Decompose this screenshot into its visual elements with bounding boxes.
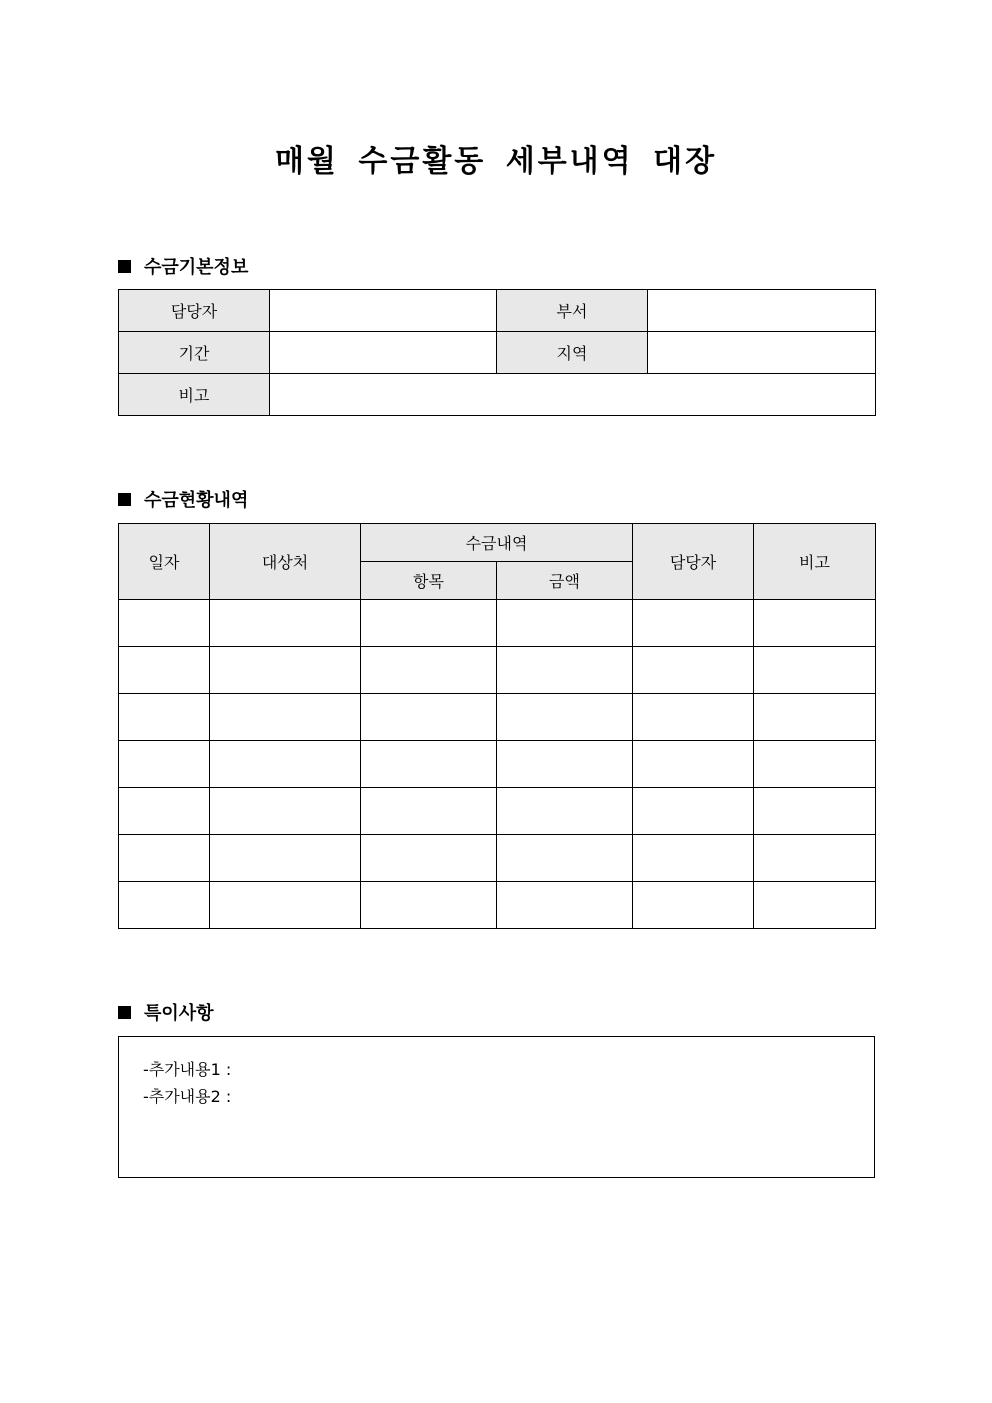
date-cell[interactable] <box>119 694 210 741</box>
table-row <box>119 835 876 882</box>
manager-cell[interactable] <box>633 788 754 835</box>
label-region: 지역 <box>497 332 648 374</box>
date-cell[interactable] <box>119 882 210 929</box>
remarks-cell[interactable] <box>754 647 876 694</box>
notes-line-2: -추가내용2 : <box>143 1087 232 1106</box>
counterparty-cell[interactable] <box>210 788 361 835</box>
table-row <box>119 694 876 741</box>
collection-status-table <box>118 523 876 929</box>
table-row <box>119 600 876 647</box>
amount-cell[interactable] <box>497 600 633 647</box>
manager-cell[interactable] <box>633 741 754 788</box>
item-cell[interactable] <box>361 694 497 741</box>
amount-cell[interactable] <box>497 694 633 741</box>
counterparty-cell[interactable] <box>210 600 361 647</box>
item-cell[interactable] <box>361 741 497 788</box>
date-cell[interactable] <box>119 835 210 882</box>
section-heading-collection-status <box>118 486 248 512</box>
notes-line-1: -추가내용1 : <box>143 1060 232 1079</box>
manager-cell[interactable] <box>633 647 754 694</box>
period-field[interactable] <box>270 332 497 374</box>
basic-info-row <box>119 332 876 374</box>
table-row <box>119 788 876 835</box>
counterparty-cell[interactable] <box>210 741 361 788</box>
item-cell[interactable] <box>361 882 497 929</box>
counterparty-cell[interactable] <box>210 694 361 741</box>
table-row <box>119 741 876 788</box>
special-notes-box[interactable] <box>118 1036 875 1178</box>
region-field[interactable] <box>648 332 876 374</box>
column-header-amount: 금액 <box>497 562 633 600</box>
table-header-row <box>119 524 876 562</box>
amount-cell[interactable] <box>497 741 633 788</box>
section-heading-label: 수금현황내역 <box>144 490 249 511</box>
section-heading-label: 수금기본정보 <box>144 257 249 278</box>
table-row <box>119 647 876 694</box>
label-period: 기간 <box>119 332 270 374</box>
manager-cell[interactable] <box>633 835 754 882</box>
manager-field[interactable] <box>270 290 497 332</box>
column-header-collection-details: 수금내역 <box>361 524 633 562</box>
square-bullet-icon <box>118 260 131 273</box>
label-department: 부서 <box>497 290 648 332</box>
remarks-cell[interactable] <box>754 788 876 835</box>
counterparty-cell[interactable] <box>210 835 361 882</box>
department-field[interactable] <box>648 290 876 332</box>
remarks-field[interactable] <box>270 374 876 416</box>
date-cell[interactable] <box>119 788 210 835</box>
section-heading-label: 특이사항 <box>144 1003 214 1024</box>
manager-cell[interactable] <box>633 882 754 929</box>
basic-info-table <box>118 289 876 416</box>
item-cell[interactable] <box>361 647 497 694</box>
date-cell[interactable] <box>119 647 210 694</box>
remarks-cell[interactable] <box>754 741 876 788</box>
page-title: 매월 수금활동 세부내역 대장 <box>274 144 718 179</box>
column-header-manager: 담당자 <box>633 524 754 600</box>
amount-cell[interactable] <box>497 835 633 882</box>
item-cell[interactable] <box>361 835 497 882</box>
square-bullet-icon <box>118 493 131 506</box>
manager-cell[interactable] <box>633 694 754 741</box>
table-row <box>119 882 876 929</box>
column-header-item: 항목 <box>361 562 497 600</box>
label-manager: 담당자 <box>119 290 270 332</box>
section-heading-basic-info <box>118 253 248 279</box>
amount-cell[interactable] <box>497 788 633 835</box>
manager-cell[interactable] <box>633 600 754 647</box>
section-heading-special-notes <box>118 999 214 1025</box>
date-cell[interactable] <box>119 741 210 788</box>
label-remarks: 비고 <box>119 374 270 416</box>
square-bullet-icon <box>118 1006 131 1019</box>
column-header-remarks: 비고 <box>754 524 876 600</box>
item-cell[interactable] <box>361 600 497 647</box>
basic-info-row <box>119 290 876 332</box>
counterparty-cell[interactable] <box>210 882 361 929</box>
remarks-cell[interactable] <box>754 882 876 929</box>
amount-cell[interactable] <box>497 647 633 694</box>
remarks-cell[interactable] <box>754 835 876 882</box>
amount-cell[interactable] <box>497 882 633 929</box>
remarks-cell[interactable] <box>754 694 876 741</box>
remarks-cell[interactable] <box>754 600 876 647</box>
counterparty-cell[interactable] <box>210 647 361 694</box>
column-header-date: 일자 <box>119 524 210 600</box>
basic-info-row <box>119 374 876 416</box>
column-header-counterparty: 대상처 <box>210 524 361 600</box>
date-cell[interactable] <box>119 600 210 647</box>
item-cell[interactable] <box>361 788 497 835</box>
